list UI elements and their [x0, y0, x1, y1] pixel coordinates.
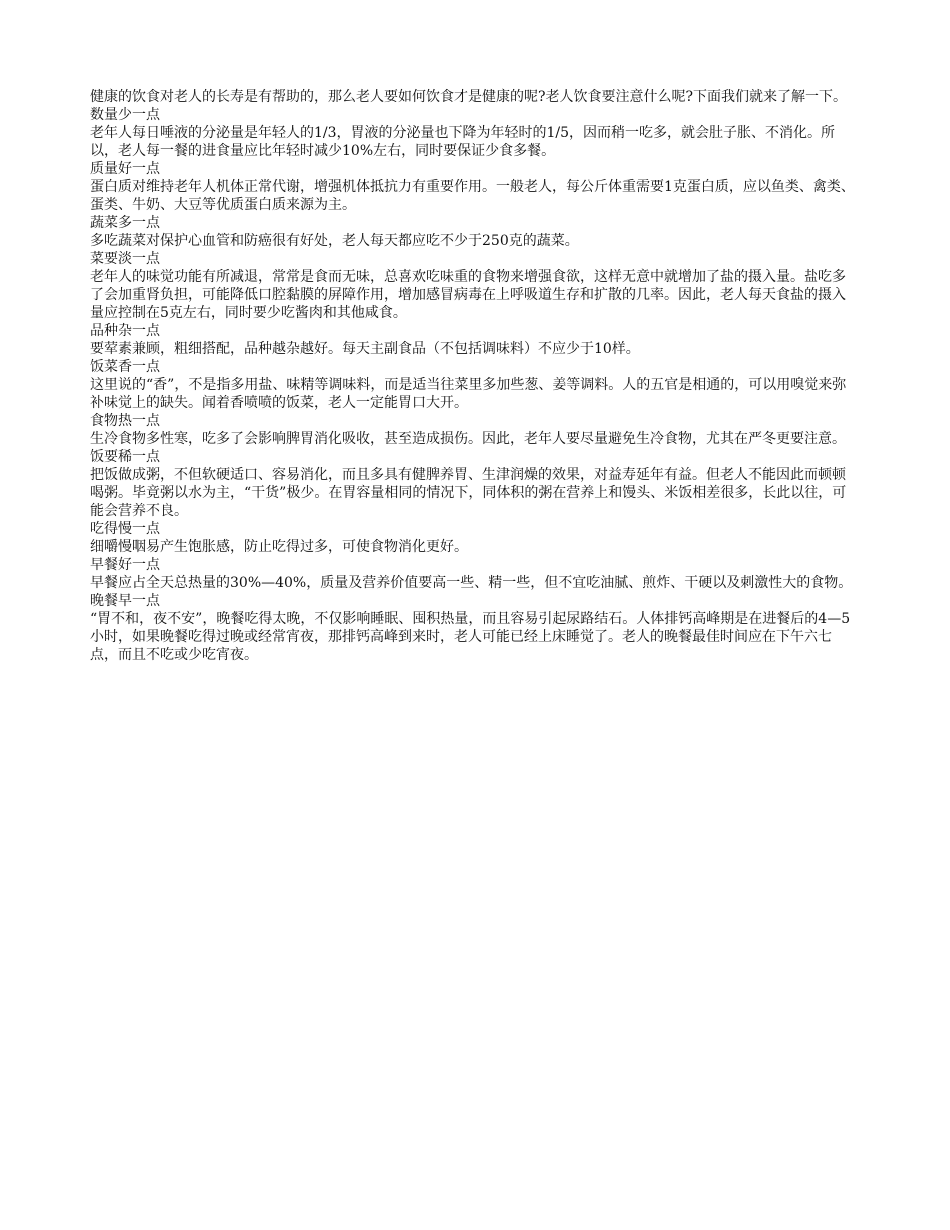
section-quantity — [90, 106, 858, 160]
section-heading: 晚餐早一点 — [90, 593, 160, 609]
section-body: 老年人的味觉功能有所减退，常常是食而无味，总喜欢吃味重的食物来增强食欲，这样无意中就增加了盐的摄入量。盐吃多了会加重肾负担，可能降低口腔黏膜的屏障作用，增加感冒病毒在上呼吸道生存和扩散的几率。因此，老人每天食盐的摄入量应控制在5克左右，同时要少吃酱肉和其他咸食。 — [90, 269, 846, 321]
section-heading: 早餐好一点 — [90, 557, 160, 573]
section-heading: 菜要淡一点 — [90, 251, 160, 267]
section-heading: 吃得慢一点 — [90, 521, 160, 537]
section-breakfast — [90, 556, 858, 592]
section-body: “胃不和，夜不安”，晚餐吃得太晚，不仅影响睡眠、囤积热量，而且容易引起尿路结石。人体排钙高峰期是在进餐后的4—5小时，如果晚餐吃得过晚或经常宵夜，那排钙高峰到来时，老人可能已经上床睡觉了。老人的晚餐最佳时间应在下午六七点，而且不吃或少吃宵夜。 — [90, 611, 851, 663]
intro-paragraph: 健康的饮食对老人的长寿是有帮助的，那么老人要如何饮食才是健康的呢?老人饮食要注意什么呢?下面我们就来了解一下。 — [90, 89, 848, 105]
section-body: 生冷食物多性寒，吃多了会影响脾胃消化吸收，甚至造成损伤。因此，老年人要尽量避免生冷食物，尤其在严冬更要注意。 — [90, 431, 846, 447]
section-variety — [90, 322, 858, 358]
section-body: 老年人每日唾液的分泌量是年轻人的1/3，胃液的分泌量也下降为年轻时的1/5，因而稍一吃多，就会肚子胀、不消化。所以，老人每一餐的进食量应比年轻时减少10%左右，同时要保证少食多餐。 — [90, 125, 836, 159]
section-body: 多吃蔬菜对保护心血管和防癌很有好处，老人每天都应吃不少于250克的蔬菜。 — [90, 233, 579, 249]
section-heading: 食物热一点 — [90, 413, 160, 429]
section-body: 早餐应占全天总热量的30%—40%，质量及营养价值要高一些、精一些，但不宜吃油腻、煎炸、干硬以及刺激性大的食物。 — [90, 575, 853, 591]
section-body: 细嚼慢咽易产生饱胀感，防止吃得过多，可使食物消化更好。 — [90, 539, 468, 555]
section-porridge — [90, 448, 858, 520]
section-body: 蛋白质对维持老年人机体正常代谢，增强机体抵抗力有重要作用。一般老人，每公斤体重需要1克蛋白质，应以鱼类、禽类、蛋类、牛奶、大豆等优质蛋白质来源为主。 — [90, 179, 855, 213]
section-dinner — [90, 592, 858, 664]
section-body: 这里说的“香”，不是指多用盐、味精等调味料，而是适当往菜里多加些葱、姜等调料。人的五官是相通的，可以用嗅觉来弥补味觉上的缺失。闻着香喷喷的饭菜，老人一定能胃口大开。 — [90, 377, 847, 411]
section-heading: 质量好一点 — [90, 161, 160, 177]
section-aroma — [90, 358, 858, 412]
article-body — [90, 88, 858, 664]
section-heading: 数量少一点 — [90, 107, 160, 123]
section-body: 要荤素兼顾，粗细搭配，品种越杂越好。每天主副食品（不包括调味料）不应少于10样。 — [90, 341, 640, 357]
section-salt — [90, 250, 858, 322]
section-eat-slowly — [90, 520, 858, 556]
section-heading: 饭要稀一点 — [90, 449, 160, 465]
section-warm-food — [90, 412, 858, 448]
section-heading: 蔬菜多一点 — [90, 215, 160, 231]
section-body: 把饭做成粥，不但软硬适口、容易消化，而且多具有健脾养胃、生津润燥的效果，对益寿延年有益。但老人不能因此而顿顿喝粥。毕竟粥以水为主，“干货”极少。在胃容量相同的情况下，同体积的粥在营养上和馒头、米饭相差很多，长此以往，可能会营养不良。 — [90, 467, 847, 519]
section-heading: 饭菜香一点 — [90, 359, 160, 375]
section-heading: 品种杂一点 — [90, 323, 160, 339]
section-vegetables — [90, 214, 858, 250]
section-quality — [90, 160, 858, 214]
